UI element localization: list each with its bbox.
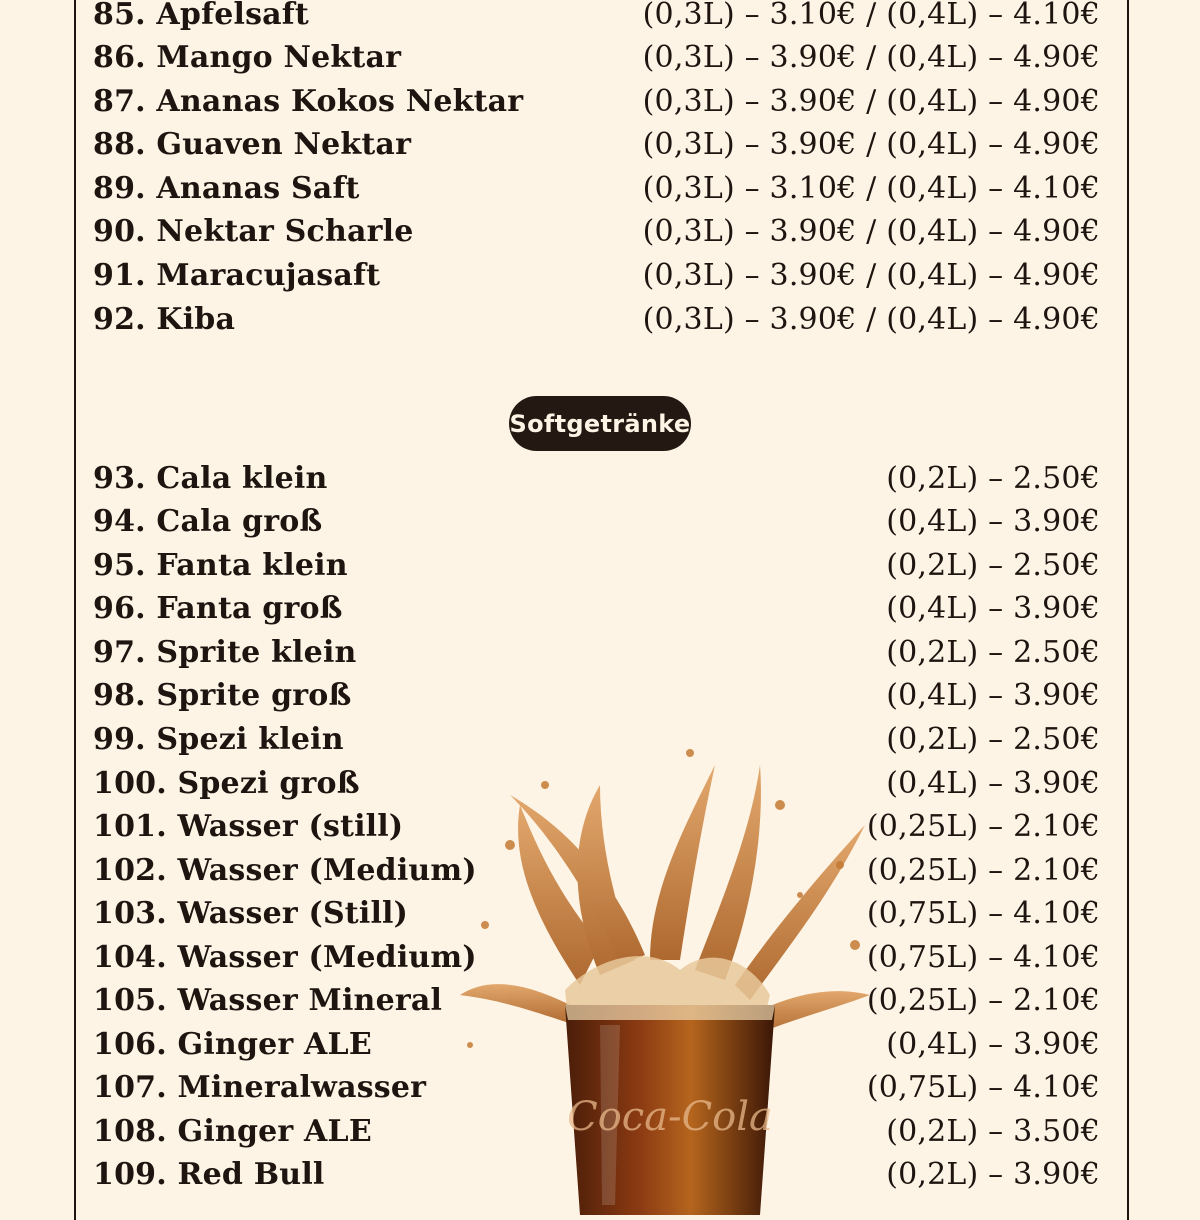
cup-logo-text: Coca-Cola: [567, 1094, 773, 1140]
item-price: (0,3L) – 3.90€ / (0,4L) – 4.90€: [642, 214, 1100, 249]
item-name: 99. Spezi klein: [93, 722, 344, 757]
item-price: (0,4L) – 3.90€: [886, 504, 1100, 539]
item-price: (0,75L) – 4.10€: [866, 896, 1100, 931]
item-name: 92. Kiba: [93, 302, 236, 337]
menu-item: [93, 1068, 1100, 1108]
item-price: (0,3L) – 3.90€ / (0,4L) – 4.90€: [642, 84, 1100, 119]
menu-item: [93, 459, 1100, 499]
item-price: (0,3L) – 3.90€ / (0,4L) – 4.90€: [642, 258, 1100, 293]
item-price: (0,3L) – 3.90€ / (0,4L) – 4.90€: [642, 302, 1100, 337]
menu-item: [93, 851, 1100, 891]
item-price: (0,4L) – 3.90€: [886, 678, 1100, 713]
item-name: 103. Wasser (Still): [93, 896, 409, 931]
item-name: 85. Apfelsaft: [93, 0, 309, 32]
item-price: (0,3L) – 3.90€ / (0,4L) – 4.90€: [642, 127, 1100, 162]
item-name: 86. Mango Nektar: [93, 40, 402, 75]
item-price: (0,2L) – 3.90€: [886, 1157, 1100, 1192]
menu-item: [93, 169, 1100, 209]
menu-item: [93, 981, 1100, 1021]
item-price: (0,25L) – 2.10€: [866, 809, 1100, 844]
menu-item: [93, 212, 1100, 252]
item-price: (0,75L) – 4.10€: [866, 940, 1100, 975]
item-name: 88. Guaven Nektar: [93, 127, 412, 162]
item-name: 93. Cala klein: [93, 461, 328, 496]
item-name: 95. Fanta klein: [93, 548, 348, 583]
menu-item: [93, 589, 1100, 629]
item-price: (0,25L) – 2.10€: [866, 983, 1100, 1018]
menu-item: [93, 633, 1100, 673]
item-name: 91. Maracujasaft: [93, 258, 381, 293]
item-price: (0,4L) – 3.90€: [886, 766, 1100, 801]
item-name: 100. Spezi groß: [93, 766, 360, 801]
menu-item: [93, 82, 1100, 122]
menu-item: [93, 300, 1100, 340]
item-price: (0,25L) – 2.10€: [866, 853, 1100, 888]
menu-item: [93, 1112, 1100, 1152]
item-price: (0,2L) – 2.50€: [886, 548, 1100, 583]
menu-item: [93, 125, 1100, 165]
item-name: 94. Cala groß: [93, 504, 323, 539]
item-price: (0,3L) – 3.10€ / (0,4L) – 4.10€: [642, 171, 1100, 206]
menu-item: [93, 764, 1100, 804]
item-price: (0,75L) – 4.10€: [866, 1070, 1100, 1105]
item-name: 98. Sprite groß: [93, 678, 352, 713]
item-price: (0,2L) – 2.50€: [886, 722, 1100, 757]
item-name: 97. Sprite klein: [93, 635, 357, 670]
menu-item: [93, 502, 1100, 542]
item-name: 102. Wasser (Medium): [93, 853, 477, 888]
item-price: (0,4L) – 3.90€: [886, 591, 1100, 626]
item-name: 106. Ginger ALE: [93, 1027, 372, 1062]
item-name: 109. Red Bull: [93, 1157, 325, 1192]
item-name: 104. Wasser (Medium): [93, 940, 477, 975]
item-price: (0,2L) – 2.50€: [886, 461, 1100, 496]
item-name: 107. Mineralwasser: [93, 1070, 427, 1105]
menu-item: [93, 676, 1100, 716]
menu-item: [93, 807, 1100, 847]
item-name: 108. Ginger ALE: [93, 1114, 372, 1149]
item-price: (0,2L) – 3.50€: [886, 1114, 1100, 1149]
menu-item: [93, 1155, 1100, 1195]
item-name: 90. Nektar Scharle: [93, 214, 414, 249]
menu-item: [93, 938, 1100, 978]
menu-item: [93, 256, 1100, 296]
menu-item: [93, 720, 1100, 760]
item-price: (0,2L) – 2.50€: [886, 635, 1100, 670]
section-title-softdrinks: Softgetränke: [509, 396, 691, 451]
item-price: (0,3L) – 3.10€ / (0,4L) – 4.10€: [642, 0, 1100, 32]
menu-item: [93, 1025, 1100, 1065]
item-name: 96. Fanta groß: [93, 591, 343, 626]
menu-item: [93, 38, 1100, 78]
item-name: 101. Wasser (still): [93, 809, 404, 844]
item-name: 87. Ananas Kokos Nektar: [93, 84, 524, 119]
item-price: (0,4L) – 3.90€: [886, 1027, 1100, 1062]
menu-item: [93, 0, 1100, 35]
item-name: 105. Wasser Mineral: [93, 983, 443, 1018]
menu-item: [93, 546, 1100, 586]
menu-item: [93, 894, 1100, 934]
item-name: 89. Ananas Saft: [93, 171, 360, 206]
item-price: (0,3L) – 3.90€ / (0,4L) – 4.90€: [642, 40, 1100, 75]
